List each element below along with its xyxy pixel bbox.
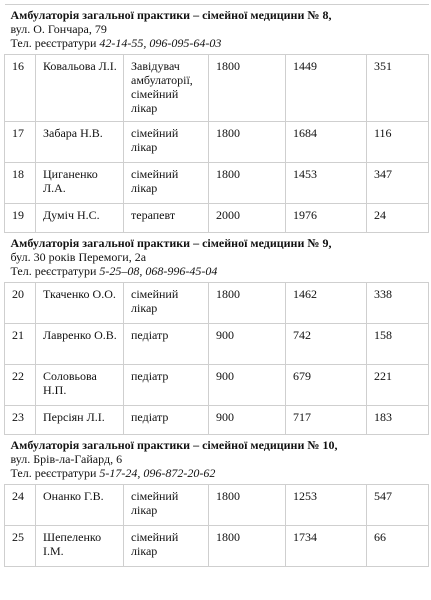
phone-numbers: 5-17-24, 096-872-20-62 [99, 466, 216, 480]
cell-value-3: 24 [367, 204, 429, 233]
cell-number: 25 [5, 526, 36, 567]
cell-value-2: 1734 [286, 526, 367, 567]
section-phone-line [11, 36, 423, 50]
table-row [5, 324, 429, 365]
cell-value-2: 679 [286, 365, 367, 406]
cell-value-2: 1449 [286, 55, 367, 122]
cell-name: Онанко Г.В. [36, 485, 124, 526]
cell-value-3: 183 [367, 406, 429, 435]
section-address: вул. О. Гончара, 79 [10, 22, 107, 36]
cell-number: 20 [5, 283, 36, 324]
section-header [5, 5, 429, 55]
cell-value-1: 1800 [209, 122, 286, 163]
cell-number: 23 [5, 406, 36, 435]
cell-number: 22 [5, 365, 36, 406]
table-row [5, 55, 429, 122]
section-title: Амбулаторія загальної практики – сімейної медицини № 8, [10, 8, 332, 22]
cell-value-3: 116 [367, 122, 429, 163]
cell-value-1: 900 [209, 365, 286, 406]
cell-value-3: 158 [367, 324, 429, 365]
cell-position: сімейний лікар [124, 485, 209, 526]
section-phone-line [11, 466, 423, 480]
cell-value-3: 66 [367, 526, 429, 567]
cell-number: 24 [5, 485, 36, 526]
cell-position: педіатр [124, 324, 209, 365]
cell-value-3: 221 [367, 365, 429, 406]
cell-position: педіатр [124, 406, 209, 435]
section-address: бул. 30 років Перемоги, 2а [10, 250, 147, 264]
cell-value-1: 1800 [209, 163, 286, 204]
cell-name: Думіч Н.С. [36, 204, 124, 233]
cell-number: 19 [5, 204, 36, 233]
cell-value-1: 1800 [209, 526, 286, 567]
cell-value-1: 900 [209, 324, 286, 365]
cell-value-3: 347 [367, 163, 429, 204]
cell-value-2: 717 [286, 406, 367, 435]
cell-value-3: 547 [367, 485, 429, 526]
cell-position: сімейний лікар [124, 122, 209, 163]
cell-value-1: 900 [209, 406, 286, 435]
cell-value-2: 1462 [286, 283, 367, 324]
cell-name: Персіян Л.І. [36, 406, 124, 435]
cell-value-3: 338 [367, 283, 429, 324]
phone-label: Тел. реєстратури [10, 36, 100, 50]
cell-number: 17 [5, 122, 36, 163]
table-row [5, 485, 429, 526]
phone-numbers: 5-25–08, 068-996-45-04 [99, 264, 218, 278]
cell-value-3: 351 [367, 55, 429, 122]
section-header [5, 435, 429, 485]
table-row [5, 526, 429, 567]
cell-name: Лавренко О.В. [36, 324, 124, 365]
cell-value-1: 2000 [209, 204, 286, 233]
cell-position: сімейний лікар [124, 283, 209, 324]
cell-value-1: 1800 [209, 485, 286, 526]
cell-position: сімейний лікар [124, 163, 209, 204]
phone-numbers: 42-14-55, 096-095-64-03 [99, 36, 222, 50]
cell-number: 16 [5, 55, 36, 122]
cell-value-2: 1976 [286, 204, 367, 233]
cell-position: сімейний лікар [124, 526, 209, 567]
doctors-table [4, 4, 429, 567]
section-phone-line [11, 264, 423, 278]
table-row [5, 406, 429, 435]
cell-position: терапевт [124, 204, 209, 233]
section-title: Амбулаторія загальної практики – сімейної медицини № 9, [10, 236, 332, 250]
cell-name: Циганенко Л.А. [36, 163, 124, 204]
section-header [5, 233, 429, 283]
table-row [5, 122, 429, 163]
cell-name: Соловьова Н.П. [36, 365, 124, 406]
cell-name: Ткаченко О.О. [36, 283, 124, 324]
table-row [5, 204, 429, 233]
cell-value-2: 1253 [286, 485, 367, 526]
cell-name: Забара Н.В. [36, 122, 124, 163]
section-title: Амбулаторія загальної практики – сімейної медицини № 10, [10, 438, 338, 452]
table-row [5, 365, 429, 406]
cell-value-2: 742 [286, 324, 367, 365]
cell-number: 18 [5, 163, 36, 204]
cell-value-1: 1800 [209, 55, 286, 122]
cell-name: Шепеленко І.М. [36, 526, 124, 567]
cell-position: педіатр [124, 365, 209, 406]
cell-position: Завідувач амбулаторії, сімейний лікар [124, 55, 209, 122]
phone-label: Тел. реєстратури [10, 264, 100, 278]
phone-label: Тел. реєстратури [10, 466, 100, 480]
cell-number: 21 [5, 324, 36, 365]
table-row [5, 163, 429, 204]
table-row [5, 283, 429, 324]
section-address: вул. Брів-ла-Гайард, 6 [10, 452, 123, 466]
cell-value-2: 1684 [286, 122, 367, 163]
cell-value-1: 1800 [209, 283, 286, 324]
cell-name: Ковальова Л.І. [36, 55, 124, 122]
cell-value-2: 1453 [286, 163, 367, 204]
